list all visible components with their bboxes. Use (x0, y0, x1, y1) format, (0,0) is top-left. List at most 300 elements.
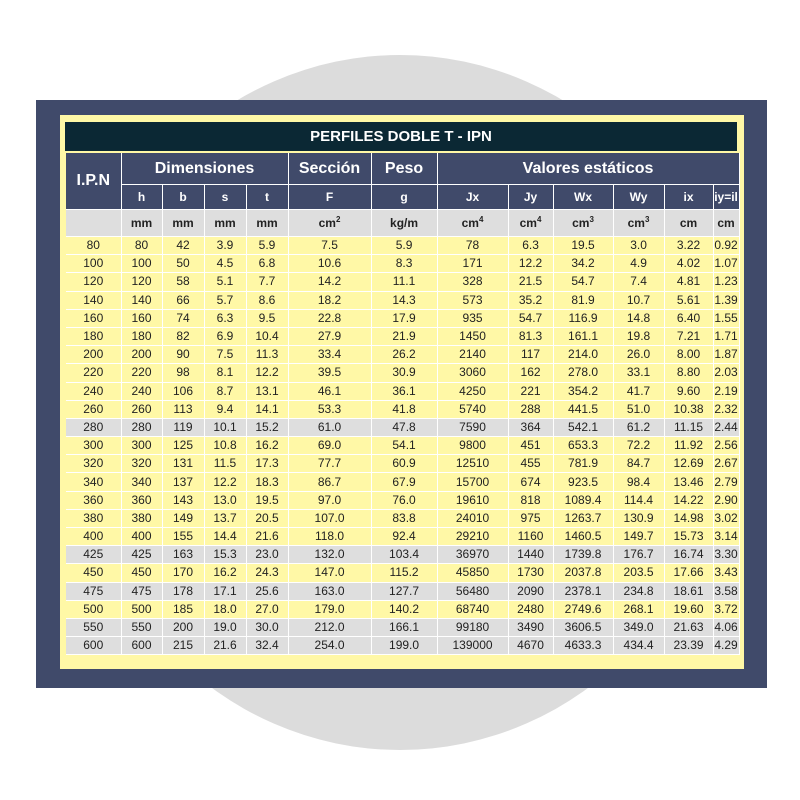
unit-base: cm (572, 216, 590, 230)
table-cell: 139000 (437, 637, 508, 655)
table-cell: 455 (508, 455, 553, 473)
table-cell: 32.4 (246, 637, 288, 655)
table-cell: 14.2 (288, 273, 371, 291)
ipn-table (66, 153, 740, 655)
table-cell: 178 (162, 582, 204, 600)
unit-header (553, 210, 613, 237)
table-cell: 2.67 (713, 455, 739, 473)
table-cell: 119 (162, 418, 204, 436)
table-cell: 25.6 (246, 582, 288, 600)
table-cell: 12510 (437, 455, 508, 473)
unit-header (613, 210, 664, 237)
profile-size-cell: 140 (66, 291, 121, 309)
profile-size-cell: 220 (66, 364, 121, 382)
table-cell: 288 (508, 400, 553, 418)
unit-base: cm (519, 216, 537, 230)
unit-base: cm (627, 216, 645, 230)
table-cell: 103.4 (371, 546, 437, 564)
unit-header (664, 210, 713, 237)
unit-header (204, 210, 246, 237)
table-cell: 360 (121, 491, 162, 509)
unit-header (162, 210, 204, 237)
symbol-header: Jy (508, 185, 553, 210)
table-cell: 15.3 (204, 546, 246, 564)
table-cell: 4.06 (713, 618, 739, 636)
table-cell: 7.5 (288, 237, 371, 255)
table-cell: 573 (437, 291, 508, 309)
symbols-row (66, 185, 739, 210)
unit-base: mm (256, 216, 278, 230)
table-cell: 17.3 (246, 455, 288, 473)
table-cell: 8.6 (246, 291, 288, 309)
table-cell: 3.0 (613, 237, 664, 255)
table-cell: 19.8 (613, 327, 664, 345)
table-row (66, 600, 739, 618)
table-panel (36, 100, 767, 688)
table-cell: 106 (162, 382, 204, 400)
table-cell: 54.1 (371, 437, 437, 455)
table-cell: 354.2 (553, 382, 613, 400)
table-row (66, 255, 739, 273)
unit-header (121, 210, 162, 237)
table-cell: 179.0 (288, 600, 371, 618)
table-cell: 278.0 (553, 364, 613, 382)
table-cell: 1.87 (713, 346, 739, 364)
table-cell: 550 (121, 618, 162, 636)
table-cell: 200 (121, 346, 162, 364)
table-cell: 6.3 (204, 309, 246, 327)
table-cell: 12.69 (664, 455, 713, 473)
table-cell: 166.1 (371, 618, 437, 636)
table-cell: 4250 (437, 382, 508, 400)
table-row (66, 382, 739, 400)
symbol-header: b (162, 185, 204, 210)
table-cell: 17.1 (204, 582, 246, 600)
table-cell: 97.0 (288, 491, 371, 509)
table-cell: 1.55 (713, 309, 739, 327)
table-cell: 4633.3 (553, 637, 613, 655)
table-row (66, 582, 739, 600)
profile-size-cell: 425 (66, 546, 121, 564)
table-cell: 5.7 (204, 291, 246, 309)
table-cell: 140.2 (371, 600, 437, 618)
unit-base: mm (130, 216, 153, 230)
table-cell: 11.1 (371, 273, 437, 291)
unit-base: cm (679, 216, 698, 230)
table-cell: 147.0 (288, 564, 371, 582)
table-cell: 115.2 (371, 564, 437, 582)
unit-base: mm (172, 216, 194, 230)
table-inner (60, 115, 744, 669)
table-cell: 35.2 (508, 291, 553, 309)
table-row (66, 455, 739, 473)
profile-size-cell: 80 (66, 237, 121, 255)
table-cell: 0.92 (713, 237, 739, 255)
table-cell: 2140 (437, 346, 508, 364)
table-cell: 450 (121, 564, 162, 582)
table-cell: 163 (162, 546, 204, 564)
table-cell: 203.5 (613, 564, 664, 582)
symbol-header: iy=il (713, 185, 739, 210)
unit-header (713, 210, 739, 237)
table-cell: 180 (121, 327, 162, 345)
table-row (66, 564, 739, 582)
header-dimensiones: Dimensiones (121, 153, 288, 185)
unit-base: mm (214, 216, 236, 230)
unit-header (437, 210, 508, 237)
table-cell: 14.98 (664, 509, 713, 527)
table-cell: 6.3 (508, 237, 553, 255)
table-cell: 3.58 (713, 582, 739, 600)
table-cell: 1160 (508, 528, 553, 546)
table-cell: 10.6 (288, 255, 371, 273)
table-cell: 9.4 (204, 400, 246, 418)
table-cell: 818 (508, 491, 553, 509)
table-cell: 19610 (437, 491, 508, 509)
table-cell: 3060 (437, 364, 508, 382)
table-cell: 6.40 (664, 309, 713, 327)
unit-base: kg/m (390, 216, 419, 230)
table-cell: 132.0 (288, 546, 371, 564)
table-cell: 1263.7 (553, 509, 613, 527)
table-cell: 163.0 (288, 582, 371, 600)
profile-size-cell: 360 (66, 491, 121, 509)
table-cell: 107.0 (288, 509, 371, 527)
table-cell: 19.60 (664, 600, 713, 618)
table-cell: 162 (508, 364, 553, 382)
table-cell: 2.56 (713, 437, 739, 455)
table-cell: 53.3 (288, 400, 371, 418)
table-cell: 11.15 (664, 418, 713, 436)
table-cell: 320 (121, 455, 162, 473)
table-cell: 67.9 (371, 473, 437, 491)
table-cell: 2.90 (713, 491, 739, 509)
table-cell: 1.71 (713, 327, 739, 345)
table-cell: 24010 (437, 509, 508, 527)
table-row (66, 528, 739, 546)
table-cell: 2090 (508, 582, 553, 600)
table-cell: 16.2 (204, 564, 246, 582)
table-cell: 923.5 (553, 473, 613, 491)
table-cell: 77.7 (288, 455, 371, 473)
profile-size-cell: 300 (66, 437, 121, 455)
table-cell: 160 (121, 309, 162, 327)
table-cell: 3.72 (713, 600, 739, 618)
table-row (66, 437, 739, 455)
table-cell: 240 (121, 382, 162, 400)
table-cell: 45850 (437, 564, 508, 582)
table-cell: 36970 (437, 546, 508, 564)
profile-size-cell: 600 (66, 637, 121, 655)
table-cell: 41.8 (371, 400, 437, 418)
table-cell: 6.9 (204, 327, 246, 345)
table-cell: 340 (121, 473, 162, 491)
table-cell: 3.02 (713, 509, 739, 527)
unit-exponent: 4 (478, 215, 484, 224)
table-cell: 1739.8 (553, 546, 613, 564)
header-peso: Peso (371, 153, 437, 185)
table-cell: 83.8 (371, 509, 437, 527)
table-cell: 41.7 (613, 382, 664, 400)
table-cell: 185 (162, 600, 204, 618)
table-cell: 13.0 (204, 491, 246, 509)
table-row (66, 473, 739, 491)
table-cell: 21.9 (371, 327, 437, 345)
table-cell: 5.61 (664, 291, 713, 309)
table-cell: 3.22 (664, 237, 713, 255)
table-row (66, 400, 739, 418)
table-cell: 61.0 (288, 418, 371, 436)
table-cell: 21.6 (246, 528, 288, 546)
unit-base: cm (717, 216, 735, 230)
table-cell: 30.0 (246, 618, 288, 636)
table-cell: 653.3 (553, 437, 613, 455)
unit-exponent: 2 (335, 215, 341, 224)
table-cell: 3.14 (713, 528, 739, 546)
table-cell: 5740 (437, 400, 508, 418)
table-cell: 39.5 (288, 364, 371, 382)
unit-exponent: 3 (589, 215, 594, 224)
unit-base: cm (318, 216, 336, 230)
profile-size-cell: 120 (66, 273, 121, 291)
table-cell: 4.5 (204, 255, 246, 273)
table-cell: 425 (121, 546, 162, 564)
table-body (66, 237, 739, 655)
table-cell: 46.1 (288, 382, 371, 400)
table-cell: 19.5 (246, 491, 288, 509)
table-cell: 300 (121, 437, 162, 455)
table-cell: 2.32 (713, 400, 739, 418)
table-cell: 268.1 (613, 600, 664, 618)
table-cell: 220 (121, 364, 162, 382)
table-cell: 1.39 (713, 291, 739, 309)
profile-size-cell: 450 (66, 564, 121, 582)
table-cell: 34.2 (553, 255, 613, 273)
table-cell: 86.7 (288, 473, 371, 491)
table-cell: 215 (162, 637, 204, 655)
table-cell: 18.0 (204, 600, 246, 618)
table-cell: 17.9 (371, 309, 437, 327)
table-cell: 4.29 (713, 637, 739, 655)
table-cell: 161.1 (553, 327, 613, 345)
table-cell: 400 (121, 528, 162, 546)
table-cell: 8.80 (664, 364, 713, 382)
table-cell: 78 (437, 237, 508, 255)
table-row (66, 309, 739, 327)
unit-base: cm (461, 216, 479, 230)
table-cell: 24.3 (246, 564, 288, 582)
table-row (66, 491, 739, 509)
table-cell: 4.81 (664, 273, 713, 291)
table-row (66, 509, 739, 527)
table-cell: 170 (162, 564, 204, 582)
unit-header (508, 210, 553, 237)
table-cell: 54.7 (553, 273, 613, 291)
table-cell: 21.63 (664, 618, 713, 636)
table-row (66, 346, 739, 364)
table-row (66, 291, 739, 309)
table-cell: 7.5 (204, 346, 246, 364)
header-seccion: Sección (288, 153, 371, 185)
table-cell: 199.0 (371, 637, 437, 655)
profile-size-cell: 180 (66, 327, 121, 345)
table-cell: 99180 (437, 618, 508, 636)
table-cell: 7590 (437, 418, 508, 436)
table-cell: 2749.6 (553, 600, 613, 618)
symbol-header: Wy (613, 185, 664, 210)
table-cell: 81.3 (508, 327, 553, 345)
table-cell: 2378.1 (553, 582, 613, 600)
profile-size-cell: 380 (66, 509, 121, 527)
table-cell: 1440 (508, 546, 553, 564)
symbol-header: ix (664, 185, 713, 210)
profile-size-cell: 240 (66, 382, 121, 400)
table-cell: 16.74 (664, 546, 713, 564)
table-cell: 58 (162, 273, 204, 291)
header-valores-estaticos: Valores estáticos (437, 153, 739, 185)
table-row (66, 273, 739, 291)
unit-exponent: 4 (536, 215, 542, 224)
table-cell: 600 (121, 637, 162, 655)
table-cell: 21.6 (204, 637, 246, 655)
units-row (66, 210, 739, 237)
table-cell: 21.5 (508, 273, 553, 291)
profile-size-cell: 340 (66, 473, 121, 491)
table-cell: 8.7 (204, 382, 246, 400)
table-cell: 364 (508, 418, 553, 436)
table-cell: 7.7 (246, 273, 288, 291)
table-cell: 120 (121, 273, 162, 291)
table-cell: 61.2 (613, 418, 664, 436)
table-cell: 2480 (508, 600, 553, 618)
table-cell: 12.2 (246, 364, 288, 382)
table-cell: 1.23 (713, 273, 739, 291)
table-cell: 2.03 (713, 364, 739, 382)
table-cell: 29210 (437, 528, 508, 546)
table-cell: 30.9 (371, 364, 437, 382)
table-cell: 260 (121, 400, 162, 418)
table-cell: 19.5 (553, 237, 613, 255)
symbol-header: F (288, 185, 371, 210)
table-cell: 82 (162, 327, 204, 345)
table-cell: 26.0 (613, 346, 664, 364)
symbol-header: t (246, 185, 288, 210)
table-cell: 674 (508, 473, 553, 491)
table-cell: 18.2 (288, 291, 371, 309)
table-cell: 254.0 (288, 637, 371, 655)
table-row (66, 418, 739, 436)
table-cell: 10.4 (246, 327, 288, 345)
table-cell: 10.7 (613, 291, 664, 309)
table-cell: 68740 (437, 600, 508, 618)
table-cell: 5.9 (371, 237, 437, 255)
table-cell: 935 (437, 309, 508, 327)
table-cell: 23.0 (246, 546, 288, 564)
table-cell: 451 (508, 437, 553, 455)
table-cell: 27.0 (246, 600, 288, 618)
table-cell: 975 (508, 509, 553, 527)
table-cell: 10.38 (664, 400, 713, 418)
table-cell: 130.9 (613, 509, 664, 527)
unit-header-blank (66, 210, 121, 237)
table-cell: 98.4 (613, 473, 664, 491)
table-cell: 16.2 (246, 437, 288, 455)
symbol-header: Wx (553, 185, 613, 210)
table-cell: 74 (162, 309, 204, 327)
table-cell: 56480 (437, 582, 508, 600)
table-cell: 3606.5 (553, 618, 613, 636)
profile-size-cell: 550 (66, 618, 121, 636)
table-cell: 118.0 (288, 528, 371, 546)
profile-size-cell: 280 (66, 418, 121, 436)
table-cell: 84.7 (613, 455, 664, 473)
symbol-header: Jx (437, 185, 508, 210)
table-cell: 69.0 (288, 437, 371, 455)
table-cell: 66 (162, 291, 204, 309)
table-cell: 8.3 (371, 255, 437, 273)
profile-size-cell: 475 (66, 582, 121, 600)
table-cell: 1730 (508, 564, 553, 582)
table-cell: 3.30 (713, 546, 739, 564)
table-cell: 3490 (508, 618, 553, 636)
table-cell: 349.0 (613, 618, 664, 636)
table-cell: 328 (437, 273, 508, 291)
table-cell: 47.8 (371, 418, 437, 436)
table-cell: 72.2 (613, 437, 664, 455)
table-cell: 50 (162, 255, 204, 273)
table-cell: 80 (121, 237, 162, 255)
table-cell: 81.9 (553, 291, 613, 309)
table-cell: 131 (162, 455, 204, 473)
table-row (66, 364, 739, 382)
table-row (66, 546, 739, 564)
table-cell: 137 (162, 473, 204, 491)
profile-size-cell: 200 (66, 346, 121, 364)
table-cell: 13.46 (664, 473, 713, 491)
table-cell: 117 (508, 346, 553, 364)
table-cell: 176.7 (613, 546, 664, 564)
table-cell: 8.1 (204, 364, 246, 382)
table-cell: 36.1 (371, 382, 437, 400)
table-cell: 434.4 (613, 637, 664, 655)
table-cell: 171 (437, 255, 508, 273)
table-cell: 1450 (437, 327, 508, 345)
table-cell: 20.5 (246, 509, 288, 527)
table-cell: 13.7 (204, 509, 246, 527)
table-cell: 143 (162, 491, 204, 509)
table-cell: 6.8 (246, 255, 288, 273)
table-cell: 781.9 (553, 455, 613, 473)
table-cell: 76.0 (371, 491, 437, 509)
table-cell: 15.73 (664, 528, 713, 546)
symbol-header: s (204, 185, 246, 210)
table-cell: 212.0 (288, 618, 371, 636)
table-cell: 200 (162, 618, 204, 636)
table-cell: 17.66 (664, 564, 713, 582)
table-cell: 14.8 (613, 309, 664, 327)
table-cell: 140 (121, 291, 162, 309)
table-cell: 3.43 (713, 564, 739, 582)
table-cell: 500 (121, 600, 162, 618)
unit-header (288, 210, 371, 237)
table-cell: 5.9 (246, 237, 288, 255)
table-cell: 7.4 (613, 273, 664, 291)
table-cell: 12.2 (204, 473, 246, 491)
profile-size-cell: 500 (66, 600, 121, 618)
table-cell: 5.1 (204, 273, 246, 291)
table-cell: 13.1 (246, 382, 288, 400)
profile-size-cell: 400 (66, 528, 121, 546)
